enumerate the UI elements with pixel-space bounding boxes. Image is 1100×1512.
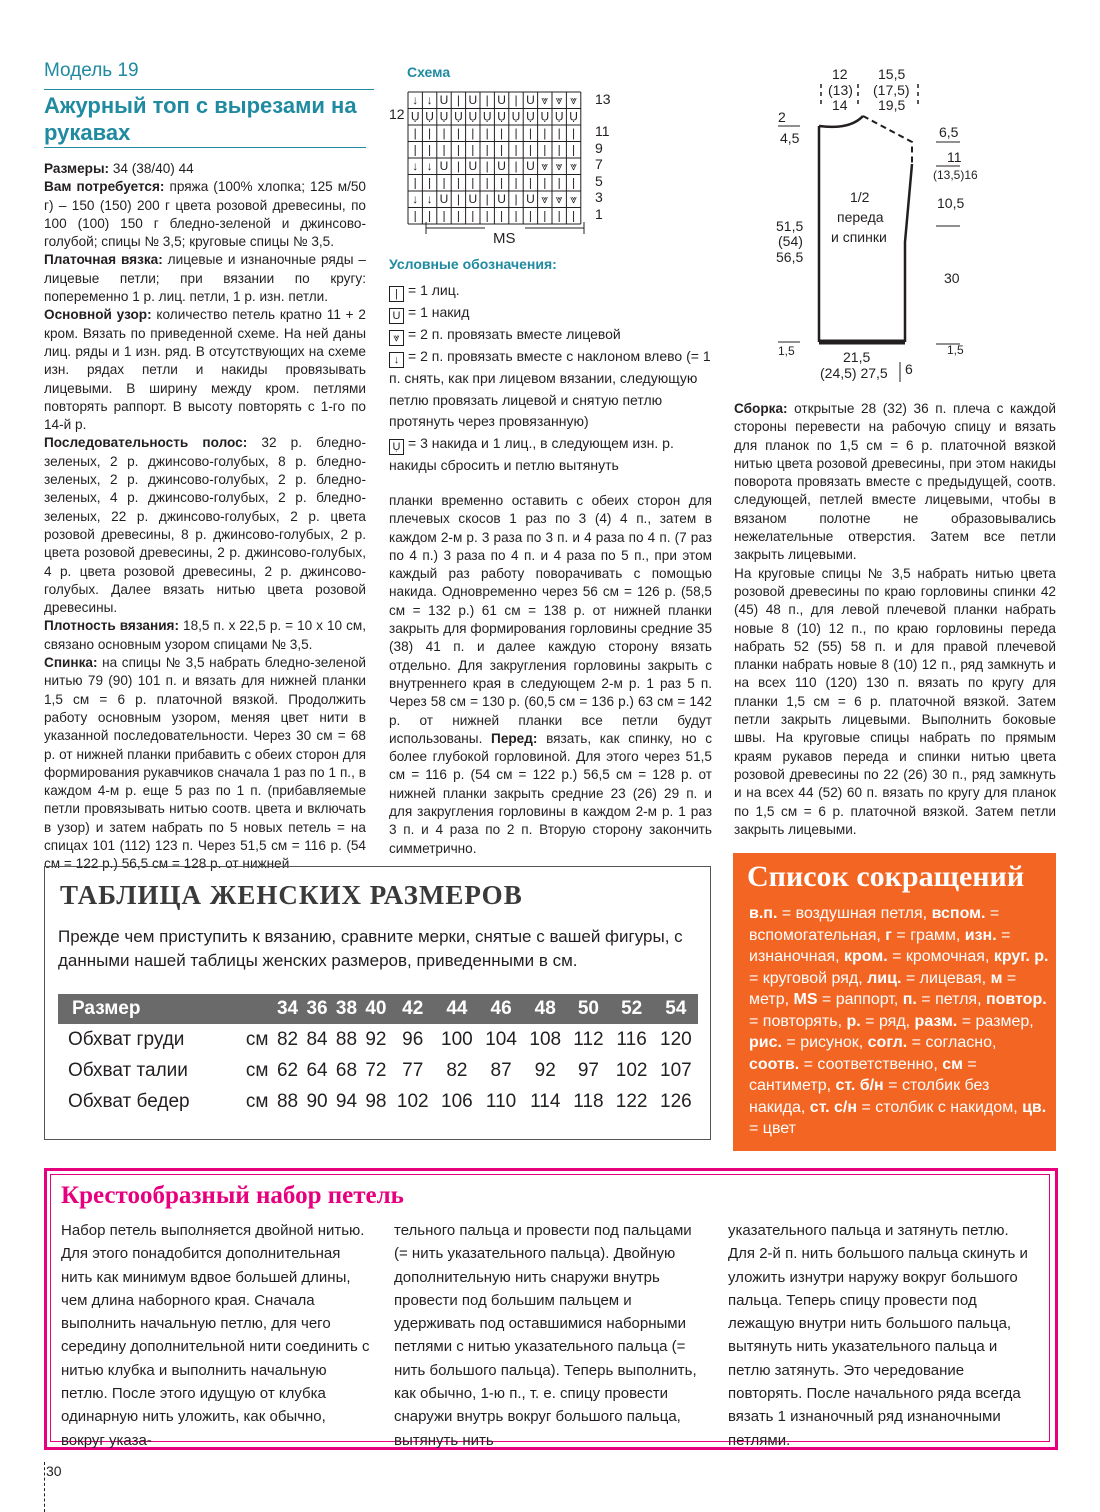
chart-cell-symbol: | [428,175,432,190]
abbreviation-term: MS [793,991,818,1008]
abbreviation-meaning: = кромочная, [887,948,994,965]
chart-cell-symbol: | [471,208,475,223]
col1-text: количество петель кратно 11 + 2 кром. Вязать по приведенной схеме. На ней даны лиц. ряды и 1 изн. ряд. В отсутствующих на схеме изн. рядах петли и накиды провязывать лицевыми. В ширину между кром. петлями повторять раппорт. В высоту повторять с 1-го по 14-й р. [44,307,366,433]
measure-value: 110 [485,1090,517,1112]
size-header-cell: 44 [435,994,479,1024]
chart-cell-symbol: ⩔ [570,192,577,206]
chart-cell-symbol: | [528,175,532,190]
chart-cell-symbol: | [456,126,460,140]
size-table-heading: ТАБЛИЦА ЖЕНСКИХ РАЗМЕРОВ [60,880,523,910]
chart-cell-symbol: | [456,142,460,157]
model-label: Модель 19 [44,60,139,81]
col1-term: Размеры: [44,161,110,176]
chart-cell-symbol: ⩔ [555,159,563,173]
chart-cell-symbol: | [485,208,489,223]
legend-list [389,280,714,476]
measure-value: 104 [485,1028,517,1050]
chart-cell-symbol: | [514,192,518,206]
chart-cell-symbol: U [468,159,478,173]
chart-cell-symbol: | [572,208,576,223]
measure-value: 118 [573,1090,604,1112]
chart-cell-symbol: | [543,208,547,223]
dim-side-a: 51,5 [776,218,804,234]
triple-yo-icon: Ụ [389,439,404,455]
chart-cell-symbol: | [485,192,489,206]
chart-cell-symbol: | [528,142,532,157]
measure-value: 116 [616,1028,647,1050]
front-text: вязать, как спинку, но с более глубокой горловиной. Для этого через 51,5 см = 116 р. (54 см = 122 р.) 56,5 см = 128 р. от нижней планки закрыть средние 23 (26) 29 п. и для закругления горловины в каждом 2-м р. 1 раз 3 п. и 4 раза по 2 п. Вторую сторону закончить симметрично. [389,730,712,856]
chart-cell-symbol: | [442,142,446,157]
abbreviation-term: г [885,926,892,944]
chart-cell-symbol: | [514,159,518,173]
legend-item [389,346,714,433]
chart-cell-symbol: | [428,208,432,223]
chart-row-label: 11 [595,123,610,139]
measure-value: 122 [615,1090,648,1112]
chart-cell-symbol: U [439,192,449,206]
chart-cell-symbol: Ụ [454,109,463,124]
chart-row-label: 5 [595,173,603,189]
chart-cell-symbol: ↓ [412,93,419,107]
chart-cell-symbol: | [485,175,489,190]
abbreviation-term: р. [846,1012,861,1030]
chart-cell-symbol: | [557,126,561,140]
chart-cell-symbol: | [456,192,460,206]
chart-cell-symbol: Ụ [497,109,506,124]
abbreviation-term: м [990,969,1003,987]
col1-term: Вам потребуется: [44,179,165,195]
col1-paragraph [44,654,366,874]
chart-cell-symbol: | [543,175,547,190]
dim-bottom-c: 6 [905,361,913,377]
measure-value: 102 [396,1090,429,1112]
col1-text: 34 (38/40) 44 [109,161,194,176]
chart-cell-symbol: | [500,175,504,190]
legend-item [389,302,714,324]
chart-row-label-left: 12 [389,106,405,122]
abbreviation-meaning: = размер, [957,1012,1034,1030]
measure-value: 82 [276,1028,299,1050]
abbreviation-meaning: = повторять, [749,1012,847,1030]
legend-text: = 1 накид [408,304,470,320]
size-header-cell: 52 [610,994,654,1024]
measure-value: 62 [276,1059,299,1081]
abbreviation-meaning: = столбик без накида, [749,1077,990,1116]
page-number: 30 [46,1463,62,1479]
size-header-cell: 54 [654,994,698,1024]
measure-value: 92 [365,1028,387,1050]
abbreviation-meaning: = согласно, [907,1034,997,1051]
ssk-icon: ↓ [389,352,404,368]
chart-cell-symbol: Ụ [554,109,564,124]
measure-value: 108 [529,1028,562,1050]
dim-shoulder-b: (17,5) [873,82,910,98]
chart-cell-symbol: | [485,142,489,157]
col1-term: Спинка: [44,655,98,671]
abbreviation-term: согл. [867,1034,908,1051]
col3-text: открытые 28 (32) 36 п. плеча с каждой стороны перевести на рабочую спицу и вязать для планок по 1,5 см = 6 р. платочной вязкой нитью цвета розовой древесины, при этом накиды поворота провязать вместе с предыдущей, соотв. следующей, петлей вместе лицевыми, чтобы в вязаном полотне не образовывались нежелательные отверстия. Затем все петли закрыть лицевыми. [734,401,1056,563]
chart-cell-symbol: | [528,208,532,223]
abbreviation-term: рис. [749,1034,782,1051]
dim-bottom-a: 21,5 [843,349,871,365]
col1-text: пряжа (100% хлопка; 125 м/50 г) – 150 (150) 200 г цвета розовой древесины, по 100 (100) 150 г бледно-зеленой и джинсово-голубой; спицы № 3,5; круговые спицы № 3,5. [44,179,366,250]
col1-text: 32 р. бледно-зеленых, 2 р. джинсово-голубых, 8 р. бледно-зеленых, 2 р. джинсово-голубых, 2 р. бледно-зеленых, 4 р. джинсово-голубых, 2 р. бледно-зеленых, 22 р. джинсово-голубых, 2 р. цвета розовой древесины, 8 р. джинсово-голубых, 2 р. цвета розовой древесины, 2 р. джинсово-голубых, 4 р. цвета розовой древесины, 2 р. джинсово-голубых. Далее вязать нитью цвета розовой древесины. [44,435,366,616]
schema-title: Схема [407,64,451,80]
abbreviation-meaning: = столбик с накидом, [857,1098,1023,1116]
chart-cell-symbol: | [471,175,475,190]
dim-right-c: (13,5)16 [933,168,978,182]
dim-bottom-left: 1,5 [778,344,795,358]
diagram-shoulder [863,116,912,164]
chart-cell-symbol: | [500,208,504,223]
chart-repeat-label: MS [493,230,516,247]
chart-cell-symbol: U [526,93,535,107]
chart-cell-symbol: Ụ [526,109,535,124]
chart-cell-symbol: U [497,192,506,206]
measure-unit: см [245,1028,269,1050]
col1-term: Последовательность полос: [44,435,248,451]
front-label: Перед: [491,730,538,746]
chart-cell-symbol: ↓ [412,159,419,173]
dim-center-c: и спинки [831,229,887,245]
chart-cell-symbol: U [439,159,449,173]
abbreviation-meaning: = петля, [916,991,986,1008]
chart-row-label: 7 [595,156,603,172]
chart-cell-symbol: ⩔ [570,159,577,173]
measure-value: 84 [306,1028,328,1050]
chart-row-label: 9 [595,140,603,156]
col1-paragraph [44,306,366,434]
chart-cell-symbol: ↓ [426,192,433,206]
cast-on-column-1: Набор петель выполняется двойной нитью. Для этого понадобится дополнительная нить как минимум вдвое большей длины, чем длина наборного края. Сначала выполнить начальную петлю, для чего середину дополнительной нити соединить с нитью клубка и выполнить начальную петлю. После этого идущую от клубка одинарную нить уложить, как обычно, вокруг указа- [61,1222,370,1449]
chart-cell-symbol: | [456,93,460,107]
k2tog-icon: ⩔ [389,330,404,346]
abbreviation-meaning: = лицевая, [901,969,991,987]
abbreviation-term: ст. б/н [835,1077,884,1094]
chart-row-label: 1 [595,206,603,222]
chart-cell-symbol: U [526,159,535,173]
chart-cell-symbol: | [528,126,532,140]
col1-term: Основной узор: [44,307,152,323]
chart-cell-symbol: | [543,142,547,157]
legend-text: = 2 п. провязать вместе с наклоном влево (= 1 п. снять, как при лицевом вязании, следующую петлю провязать лицевой и снятую петлю протянуть через провязанную) [389,348,711,429]
chart-cell-symbol: | [471,142,475,157]
size-header-label: Размер [58,994,273,1024]
measure-value: 92 [534,1059,556,1081]
table-row [58,1086,698,1117]
measure-value: 68 [335,1059,358,1081]
chart-cell-symbol: | [413,126,417,140]
abbreviation-term: лиц. [867,969,902,987]
measure-value: 87 [490,1059,512,1081]
measure-value: 98 [365,1090,387,1112]
abbreviation-meaning: = ряд, [860,1012,915,1030]
chart-cell-symbol: Ụ [511,109,521,124]
measure-label: Обхват бедер [68,1090,190,1112]
chart-cell-symbol: ⩔ [570,93,577,107]
measure-value: 107 [660,1059,692,1081]
chart-cell-symbol: Ụ [425,109,434,124]
chart-cell-symbol: | [456,175,460,190]
col1-text: 18,5 п. х 22,5 р. = 10 х 10 см, связано основным узором спицами № 3,5. [44,618,366,652]
col3-term: Сборка: [734,401,788,416]
measure-value: 126 [660,1090,692,1112]
instructions-column-3 [734,400,1056,839]
chart-cell-symbol: ⩔ [555,192,563,206]
abbreviation-meaning: = метр, [749,969,1017,1008]
size-header-cell: 42 [391,994,435,1024]
legend-item [389,433,714,477]
dim-shoulder-c: 19,5 [878,97,906,113]
abbreviation-meaning: = изнаночная, [749,926,1011,965]
dim-center-b: переда [837,209,884,225]
chart-cell-symbol: | [485,93,489,107]
abbreviations-list [749,903,1049,1140]
legend-text: = 1 лиц. [408,282,460,298]
chart-cell-symbol: Ụ [482,109,492,124]
chart-cell-symbol: U [526,192,535,206]
col1-text: на спицы № 3,5 набрать бледно-зеленой нитью 79 (90) 101 п. и вязать для нижней планки 1,5 см = 6 р. платочной вязкой. Продолжить работу основным узором, меняя цвет нити в указанной последовательности. Через 30 см = 68 р. от нижней планки прибавить с обеих сторон для формирования рукавчиков сначала 1 раз по 1 п., в каждом 4-м р. еще 5 раз по 1 п. (прибавляемые петли провязывать нитью соотв. цвета и включать в узор) и затем набрать по 5 новых петель = на спицах 101 (112) 123 п. Через 51,5 см = 116 р. (54 см = 122 р.) 56,5 см = 128 р. от нижней [44,655,366,872]
abbreviations-heading: Список сокращений [747,860,1025,893]
title-divider [44,147,366,148]
col1-term: Платочная вязка: [44,252,163,268]
col1-text: лицевые и изнаночные ряды – лицевые петли; при вязании по кругу: попеременно 1 р. лиц. петли, 1 р. изн. петли. [44,252,366,305]
chart-cell-symbol: ⩔ [555,93,563,107]
chart-cell-symbol: U [468,192,478,206]
measure-unit: см [245,1090,269,1112]
dim-side-b: (54) [778,233,803,249]
measure-value: 72 [365,1059,387,1081]
chart-cell-symbol: | [456,159,460,173]
abbreviation-term: вспом. [931,905,986,922]
dim-neck-a: 12 [832,66,848,82]
diagram-neckline [819,116,863,127]
chart-cell-symbol: ↓ [412,192,419,206]
abbreviation-term: круг. р. [993,948,1049,965]
measure-value: 120 [660,1028,692,1050]
measure-value: 102 [615,1059,648,1081]
chart-cell-symbol: | [514,93,518,107]
chart-cell-symbol: | [557,175,561,190]
dim-neck-b: (13) [828,82,853,98]
abbreviation-term: соотв. [749,1055,800,1073]
chart-cell-symbol: | [485,159,489,173]
abbreviation-meaning: = раппорт, [817,991,903,1008]
chart-cell-symbol: | [557,142,561,157]
legend-item [389,280,714,302]
measure-value: 77 [402,1059,424,1081]
size-header-cell: 34 [273,994,302,1024]
abbreviation-term: ст. с/н [809,1098,858,1116]
col2-text: планки временно оставить с обеих сторон для плечевых скосов 1 раз по 3 (4) 4 п., затем в каждом 2-м р. 3 раза по 3 п. и 4 раза по 4 п. (7 раз по 4 п.) 3 раза по 4 п. и 4 раза по 5 п., при этом каждый раз работу поворачивать с помощью накида. Одновременно через 56 см = 126 р. (58,5 см = 132 р.) 61 см = 138 р. от нижней планки закрыть для формирования горловины средние 35 (38) 41 п. и далее каждую сторону вязать отдельно. Для закругления горловины закрыть с внутреннего края в следующем 2-м р. 1 раз 5 п. Через 58 см = 130 р. (60,5 см = 136 р.) 63 см = 142 р. от нижней планки все петли будут использованы. [389,493,712,746]
measure-value: 94 [335,1090,358,1112]
col3-text: На круговые спицы № 3,5 набрать нитью цвета розовой древесины по краю горловины спинки 42 (45) 48 п., для левой плечевой планки набрать новые 8 (10) 12 п., по краю горловины переда набрать 52 (55) 58 п. и для правой плечевой планки набрать новые 8 (10) 12 п., ряд замкнуть и на всех 110 (120) 130 п. вязать по кругу для планки 1,5 см = 6 р. платочной вязкой. Затем петли закрыть лицевыми. Выполнить боковые швы. На круговые спицы набрать по прямым краям рукавов переда и спинки нитью цвета розовой древесины по 22 (26) 30 п., ряд замкнуть и на всех 44 (52) 60 п. вязать по кругу для планок по 1,5 см = 6 р. платочной вязкой. Затем петли закрыть лицевыми. [734,565,1056,837]
dim-shoulder-a: 15,5 [878,66,906,82]
chart-cell-symbol: | [413,142,417,157]
cast-on-heading: Крестообразный набор петель [61,1182,404,1209]
chart-cell-symbol: | [428,126,432,140]
chart-cell-symbol: U [468,93,478,107]
col3-paragraph [734,400,1056,565]
chart-cell-symbol: U [497,159,506,173]
chart-cell-symbol: | [428,142,432,157]
measure-value: 100 [441,1028,473,1050]
chart-cell-symbol: | [514,126,518,140]
abbreviation-meaning: = воздушная петля, [777,905,932,922]
abbreviation-term: повтор. [985,991,1047,1008]
chart-cell-symbol: | [442,208,446,223]
chart-cell-symbol: Ụ [540,109,550,124]
chart-cell-symbol: | [471,126,475,140]
measure-value: 106 [441,1090,473,1112]
measure-label: Обхват груди [68,1028,185,1050]
measure-value: 88 [276,1090,299,1112]
chart-cell-symbol: | [413,208,417,223]
col1-paragraph [44,178,366,251]
measure-value: 114 [530,1090,561,1112]
measure-value: 97 [577,1059,599,1081]
dim-center-a: 1/2 [850,189,870,205]
table-row [58,1024,698,1055]
measure-value: 112 [573,1028,604,1050]
chart-cell-symbol: ↓ [426,93,433,107]
abbreviation-term: изн. [964,926,997,944]
legend-item [389,324,714,346]
measure-value: 96 [402,1028,424,1050]
abbreviation-meaning: = грамм, [891,926,965,944]
dim-side-c: 56,5 [776,249,804,265]
chart-row-label: 3 [595,189,603,205]
col3-paragraph [734,565,1056,839]
chart-cell-symbol: | [557,208,561,223]
chart-row-label: 13 [595,91,611,107]
chart-cell-symbol: ⩔ [541,93,549,107]
col1-paragraph [44,251,366,306]
chart-cell-symbol: Ụ [569,109,578,124]
size-header-cell: 40 [361,994,390,1024]
chart-cell-symbol: Ụ [410,109,420,124]
chart-cell-symbol: U [439,93,449,107]
abbreviation-meaning: = цвет [749,1120,796,1137]
size-header-cell: 38 [332,994,361,1024]
abbreviation-meaning: = сантиметр, [749,1055,977,1094]
measure-value: 64 [306,1059,328,1081]
cast-on-column-3: указательного пальца и затянуть петлю. Для 2-й п. нить большого пальца скинуть и уложить изнутри наружу вокруг большого пальца. Теперь спицу провести под лежащую внутри нить большого пальца, вытянуть нить указательного пальца и петлю затянуть. Это чередование повторять. После начального ряда всегда вязать 1 изнаночный ряд изнаночными петлями. [728,1222,1028,1449]
size-header-cell: 36 [302,994,331,1024]
chart-cell-symbol: Ụ [439,109,449,124]
measure-label: Обхват талии [68,1059,188,1081]
chart-cell-symbol: | [456,208,460,223]
abbreviation-term: цв. [1022,1098,1047,1116]
chart-cell-symbol: ⩔ [541,159,549,173]
chart-cell-symbol: | [485,126,489,140]
size-table [58,994,698,1117]
size-table-intro: Прежде чем приступить к вязанию, сравните мерки, снятые с вашей фигуры, с данными нашей таблицы женских размеров, приведенными в см. [58,927,683,970]
abbreviation-term: кром. [844,948,888,965]
dim-right-30: 30 [944,270,960,286]
measure-unit: см [245,1059,269,1081]
knitting-chart [385,86,625,251]
legend-text: = 2 п. провязать вместе лицевой [408,326,621,342]
abbreviation-term: п. [902,991,917,1008]
abbreviation-meaning: = круговой ряд, [749,969,868,987]
chart-cell-symbol: | [572,126,576,140]
chart-cell-symbol: | [442,126,446,140]
chart-cell-symbol: | [514,208,518,223]
chart-cell-symbol: | [500,126,504,140]
abbreviation-meaning: = соответственно, [799,1055,943,1073]
size-header-cell: 46 [479,994,523,1024]
cast-on-column-2: тельного пальца и провести под пальцами (= нить указательного пальца). Двойную дополнительную нить снаружи внутрь провести под большим пальцем и удерживать под оставшимися наборными петлями с нитью указательного пальца (= нить большого пальца). Теперь выполнить, как обычно, 1-ю п., т. е. спицу провести снаружи внутрь вокруг большого пальца, вытянуть нить [394,1222,697,1449]
dim-bottom-right: 1,5 [947,343,964,357]
pattern-diagram [770,64,990,384]
chart-cell-symbol: U [497,93,506,107]
measure-value: 88 [335,1028,358,1050]
dim-neck-c: 14 [832,97,848,113]
abbreviation-meaning: = вспомогательная, [749,905,1000,944]
dim-left-a: 2 [778,109,786,125]
abbreviation-meaning: = рисунок, [781,1034,868,1051]
chart-cell-symbol: | [413,175,417,190]
chart-cell-symbol: | [500,142,504,157]
col1-paragraph [44,617,366,654]
size-header-cell: 48 [523,994,567,1024]
dim-right-a: 6,5 [939,124,959,140]
size-header-cell: 50 [567,994,609,1024]
chart-cell-symbol: | [543,126,547,140]
col1-paragraph [44,434,366,617]
chart-cell-symbol: | [572,142,576,157]
abbreviation-term: в.п. [749,905,778,922]
chart-cell-symbol: ⩔ [541,192,549,206]
measure-value: 90 [306,1090,328,1112]
chart-cell-symbol: | [442,175,446,190]
measure-value: 82 [446,1059,468,1081]
legend-title: Условные обозначения: [389,256,557,272]
instructions-column-2 [389,492,712,858]
dim-left-b: 4,5 [780,130,800,146]
yarn-over-icon: U [389,308,404,324]
col1-term: Плотность вязания: [44,618,180,634]
chart-cell-symbol: | [514,142,518,157]
col1-paragraph [44,160,366,178]
chart-cell-symbol: | [514,175,518,190]
abbreviation-term: разм. [914,1012,958,1030]
article-title: Ажурный топ с вырезами на рукавах [44,89,374,146]
knit-stitch-icon: | [389,286,404,302]
dim-right-d: 10,5 [937,195,965,211]
dim-right-b: 11 [947,149,962,165]
chart-cell-symbol: | [572,175,576,190]
chart-cell-symbol: Ụ [468,109,478,124]
legend-text: = 3 накида и 1 лиц., в следующем изн. р. накиды сбросить и петлю вытянуть [389,434,674,473]
chart-cell-symbol: ↓ [426,159,433,173]
dim-bottom-b: (24,5) 27,5 [820,365,888,381]
instructions-column-1 [44,160,366,874]
table-row [58,1055,698,1086]
diagram-side-right [905,164,912,342]
abbreviation-term: см [942,1055,963,1073]
